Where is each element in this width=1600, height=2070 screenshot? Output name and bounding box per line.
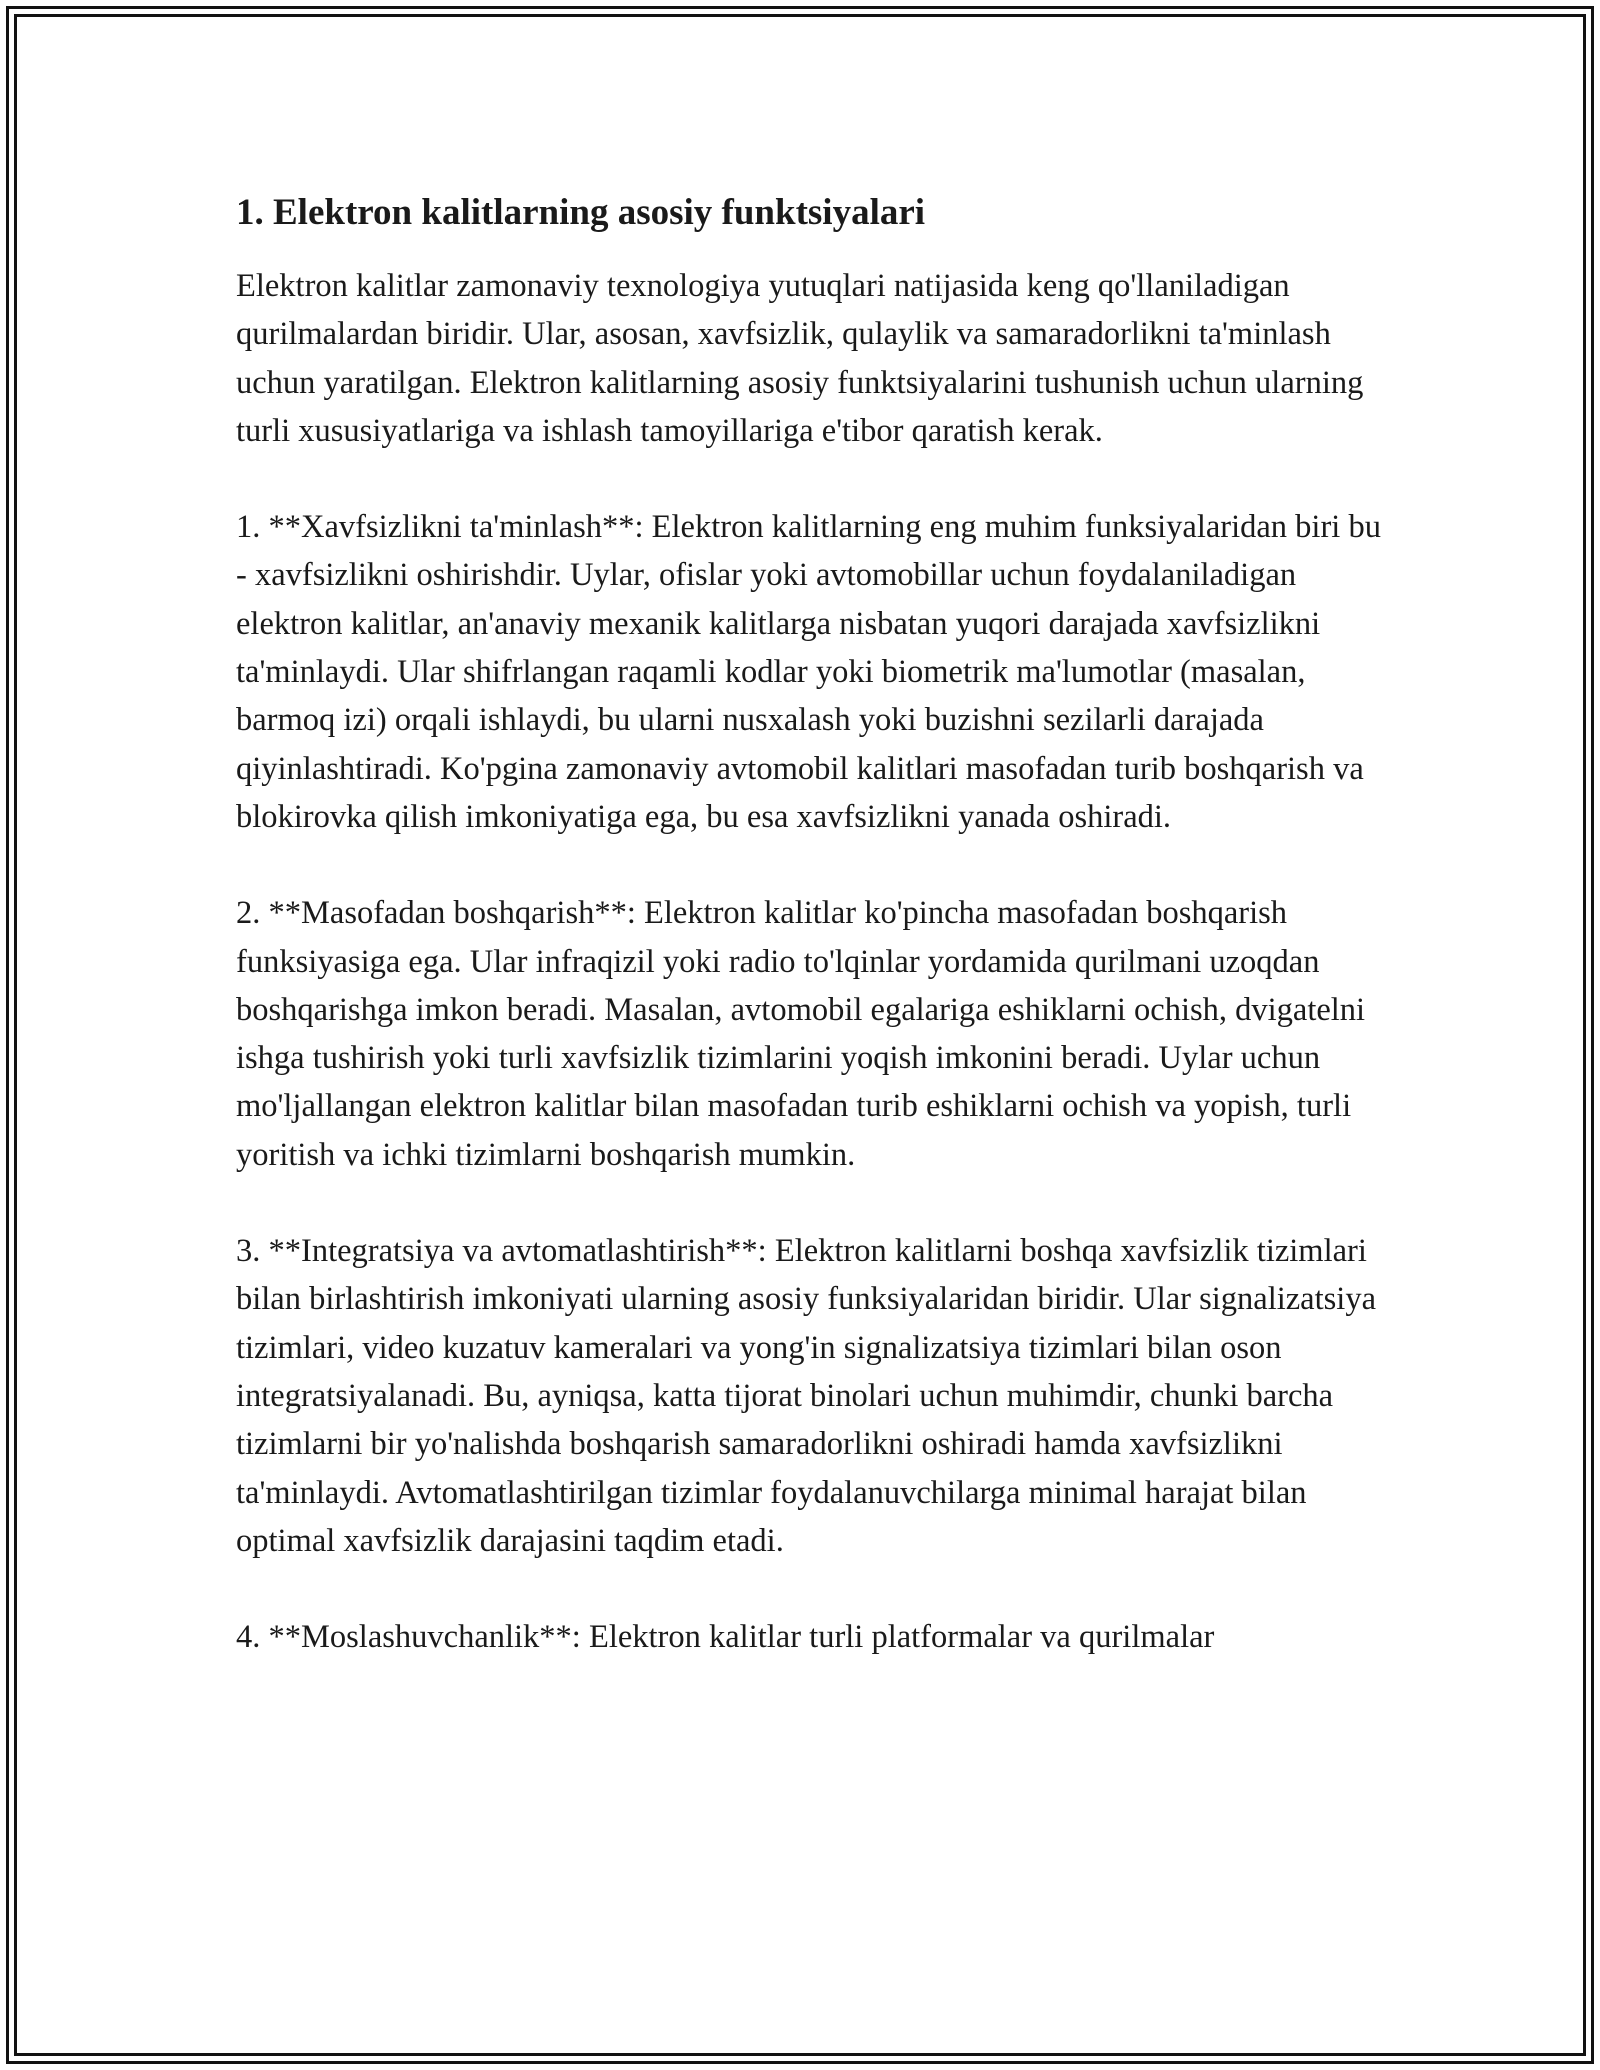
- intro-paragraph: Elektron kalitlar zamonaviy texnologiya yutuqlari natijasida keng qo'llaniladigan qurilmalardan biridir. Ular, asosan, xavfsizlik, qulaylik va samaradorlikni ta'minlash uchun yaratilgan. Elektron kalitlarning asosiy funktsiyalarini tushunish uchun ularning turli xususiyatlariga va ishlash tamoyillariga e'tibor qaratish kerak.: [236, 268, 1364, 449]
- paragraph-remote-control: 2. **Masofadan boshqarish**: Elektron kalitlar ko'pincha masofadan boshqarish funksiyasiga ega. Ular infraqizil yoki radio to'lqinlar yordamida qurilmani uzoqdan boshqarishga imkon beradi. Masalan, avtomobil egalariga eshiklarni ochish, dvigatelni ishga tushirish yoki turli xavfsizlik tizimlarini yoqish imkonini beradi. Uylar uchun mo'ljallangan elektron kalitlar bilan masofadan turib eshiklarni ochish va yopish, turli yoritish va ichki tizimlarni boshqarish mumkin.: [236, 895, 1366, 1173]
- paragraph-security: 1. **Xavfsizlikni ta'minlash**: Elektron kalitlarning eng muhim funksiyalaridan biri bu - xavfsizlikni oshirishdir. Uylar, ofislar yoki avtomobillar uchun foydalaniladigan elektron kalitlar, an'anaviy mexanik kalitlarga nisbatan yuqori darajada xavfsizlikni ta'minlaydi. Ular shifrlangan raqamli kodlar yoki biometrik ma'lumotlar (masalan, barmoq izi) orqali ishlaydi, bu ularni nusxalash yoki buzishni sezilarli darajada qiyinlashtiradi. Ko'pgina zamonaviy avtomobil kalitlari masofadan turib boshqarish va blokirovka qilish imkoniyatiga ega, bu esa xavfsizlikni yanada oshiradi.: [236, 509, 1381, 835]
- paragraph-flexibility: 4. **Moslashuvchanlik**: Elektron kalitlar turli platformalar va qurilmalar: [236, 1619, 1215, 1656]
- document-body: [236, 186, 1386, 1661]
- paragraph-integration: 3. **Integratsiya va avtomatlashtirish**: Elektron kalitlarni boshqa xavfsizlik tizimlari bilan birlashtirish imkoniyati ularning asosiy funksiyalaridan biridir. Ular signalizatsiya tizimlari, video kuzatuv kameralari va yong'in signalizatsiya tizimlari bilan oson integratsiyalanadi. Bu, ayniqsa, katta tijorat binolari uchun muhimdir, chunki barcha tizimlarni bir yo'nalishda boshqarish samaradorlikni oshiradi hamda xavfsizlikni ta'minlaydi. Avtomatlashtirilgan tizimlar foydalanuvchilarga minimal harajat bilan optimal xavfsizlik darajasini taqdim etadi.: [236, 1233, 1376, 1559]
- section-heading: 1. Elektron kalitlarning asosiy funktsiyalari: [236, 192, 926, 233]
